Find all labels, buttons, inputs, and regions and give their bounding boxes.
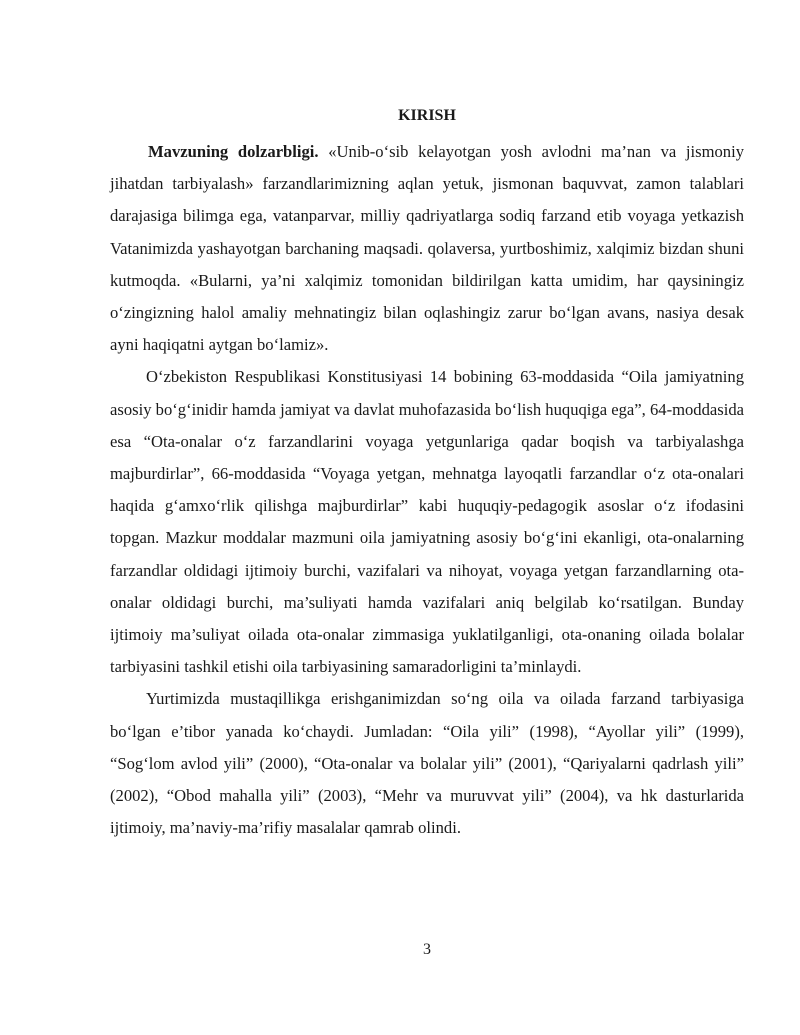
paragraph-relevance xyxy=(110,136,744,361)
paragraph-lead: Mavzuning dolzarbligi. xyxy=(148,142,319,161)
body-text xyxy=(110,136,744,844)
paragraph-text: «Unib-o‘sib kelayotgan yosh avlodni ma’nan va jismoniy jihatdan tarbiyalash» farzandlarimizning aqlan yetuk, jismonan baquvvat, zamon talablari darajasiga bilimga ega, vatanparvar, milliy qadriyatlarga sodiq farzand etib voyaga yetkazish Vatanimizda yashayotgan barchaning maqsadi. qolaversa, yurtboshimiz, xalqimiz bizdan shuni kutmoqda. «Bularni, ya’ni xalqimiz tomonidan bildirilgan katta umidim, har qaysiningiz o‘zingizning halol amaliy mehnatingiz bilan oqlashingiz zarur bo‘lgan avans, nasiya desak ayni haqiqatni aytgan bo‘lamiz». xyxy=(110,142,745,355)
paragraph-constitution: O‘zbekiston Respublikasi Konstitusiyasi 14 bobining 63-moddasida “Oila jamiyatning asosiy bo‘g‘inidir hamda jamiyat va davlat muhofazasida bo‘lish huquqiga ega”, 64-moddasida esa “Ota-onalar o‘z farzandlarini voyaga yetgunlariga qadar boqish va tarbiyalashga majburdirlar”, 66-moddasida “Voyaga yetgan, mehnatga layoqatli farzandlar o‘z ota-onalari haqida g‘amxo‘rlik qilishga majburdirlar” kabi huquqiy-pedagogik asoslar o‘z ifodasini topgan. Mazkur moddalar mazmuni oila jamiyatning asosiy bo‘g‘ini ekanligi, ota-onalarning farzandlar oldidagi ijtimoiy burchi, vazifalari va nihoyat, voyaga yetgan farzandlarning ota-onalar oldidagi burchi, ma’suliyati hamda vazifalari aniq belgilab ko‘rsatilgan. Bunday ijtimoiy ma’suliyat oilada ota-onalar zimmasiga yuklatilganligi, ota-onaning oilada bolalar tarbiyasini tashkil etishi oila tarbiyasining samaradorligini ta’minlaydi. xyxy=(110,367,744,677)
paragraph-independence: Yurtimizda mustaqillikga erishganimizdan so‘ng oila va oilada farzand tarbiyasiga bo‘lgan e’tibor yanada ko‘chaydi. Jumladan: “Oila yili” (1998), “Ayollar yili” (1999), “Sog‘lom avlod yili” (2000), “Ota-onalar va bolalar yili” (2001), “Qariyalarni qadrlash yili” (2002), “Obod mahalla yili” (2003), “Mehr va muruvvat yili” (2004), va hk dasturlarida ijtimoiy, ma’naviy-ma’rifiy masalalar qamrab olindi. xyxy=(110,689,744,838)
section-title: KIRISH xyxy=(398,107,456,124)
page-number: 3 xyxy=(423,941,431,958)
